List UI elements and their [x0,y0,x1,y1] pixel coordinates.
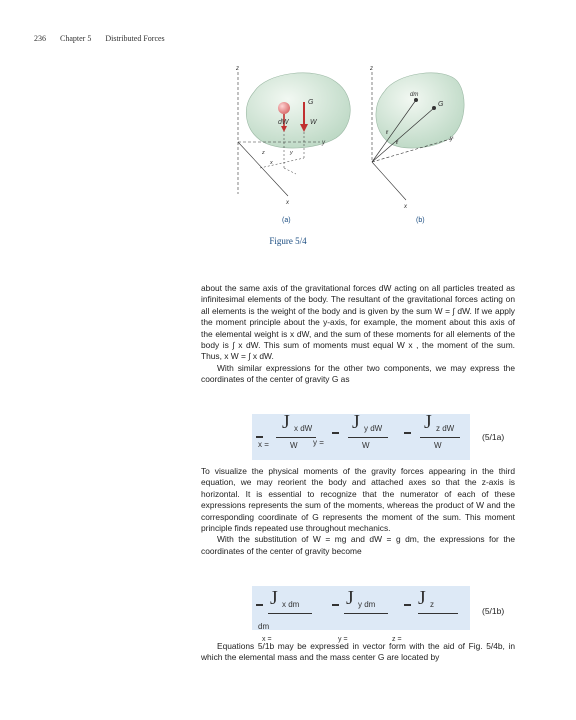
eq2-numerator-2: y dm [358,600,376,609]
running-header [34,34,177,43]
paragraph-1: about the same axis of the gravitational forces dW acting on all particles treated as infinitesimal elements of the body. The resultant of the gravitational forces acting on all elements is the weight of the body and is given by the sum W = ∫ dW. If we apply the moment principle about the y-axis, for example, the moment about this axis of the elemental weight is x dW, and the sum of these moments for all elements of the body is ∫ x dW. This sum of moments must equal W x , the moment of the sum. Thus, x W = ∫ x dW. [201,283,515,362]
chapter-title: Distributed Forces [105,34,165,43]
eq2-numerator-3: z [430,600,434,609]
figure-5-4 [196,62,466,234]
axis-y-label-b: y [450,136,453,142]
chapter-label: Chapter 5 [60,34,92,43]
text-block-1 [201,283,515,386]
rbar-label: r [396,140,399,146]
panel-a-label: (a) [282,217,291,224]
paragraph-2: With similar expressions for the other two components, we may express the coordinates of the center of gravity G as [201,362,515,385]
axis-x-label-b: x [404,204,407,210]
axis-x-label-a: x [286,200,289,206]
eq1-denominator-1: W [290,441,298,450]
eq2-denominator-dm: dm [258,622,270,631]
G-label-a: G [308,99,314,106]
text-block-2 [201,466,515,557]
eq2-numerator-1: x dm [282,600,300,609]
eq1-denominator-3: W [434,441,442,450]
coord-x-label: x [270,160,273,166]
page-number: 236 [34,34,46,43]
dW-label: dW [278,119,289,126]
paragraph-4: With the substitution of W = mg and dW = g dm, the expressions for the coordinates of the center of gravity become [201,534,515,556]
coord-z-label: z [262,150,265,156]
G-label-b: G [438,101,444,108]
eq1-lhs-2: y = [313,438,324,447]
eq1-numerator-1: x dW [294,424,313,433]
panel-b-label: (b) [416,217,425,224]
eq1-numerator-3: z dW [436,424,455,433]
mass-center-G [432,106,436,110]
x-axis-b [372,162,406,200]
body-shape-a [246,73,350,148]
integral-sign: J [282,411,290,433]
r-label: r [386,130,389,136]
figure-caption: Figure 5/4 [269,236,307,246]
eq2-lhs-3: z = [392,636,402,643]
eq2-lhs-2: y = [338,636,348,643]
equation-number-5-1b: (5/1b) [482,606,505,616]
panel-b [369,66,464,224]
eq1-denominator-2: W [362,441,370,450]
panel-a [235,66,350,224]
mass-element-dm [414,98,418,102]
text-block-3 [201,641,515,664]
eq2-lhs-1: x = [262,636,272,643]
axis-y-label-a: y [322,140,325,146]
equation-number-5-1a: (5/1a) [482,432,505,442]
axis-z-label-b: z [370,66,373,72]
paragraph-5: Equations 5/1b may be expressed in vector form with the aid of Fig. 5/4b, in which the elemental mass and the mass center G are located by [201,641,515,663]
coord-y-label: y [290,150,293,156]
mass-element-a [278,102,290,114]
eq1-lhs-1: x = [258,440,269,449]
W-label: W [310,119,317,126]
eq1-numerator-2: y dW [364,424,383,433]
axis-z-label-a: z [236,66,239,72]
dm-label: dm [410,92,419,98]
paragraph-3: To visualize the physical moments of the gravity forces appearing in the third equation, we may reorient the body and attached axes so that the z-axis is horizontal. It is essential to recognize that the numerator of each of these expressions represents the sum of the moments, whereas the product of W and the corresponding coordinate of G represents the moment of the sum. This moment principle finds repeated use throughout mechanics. [201,466,515,534]
